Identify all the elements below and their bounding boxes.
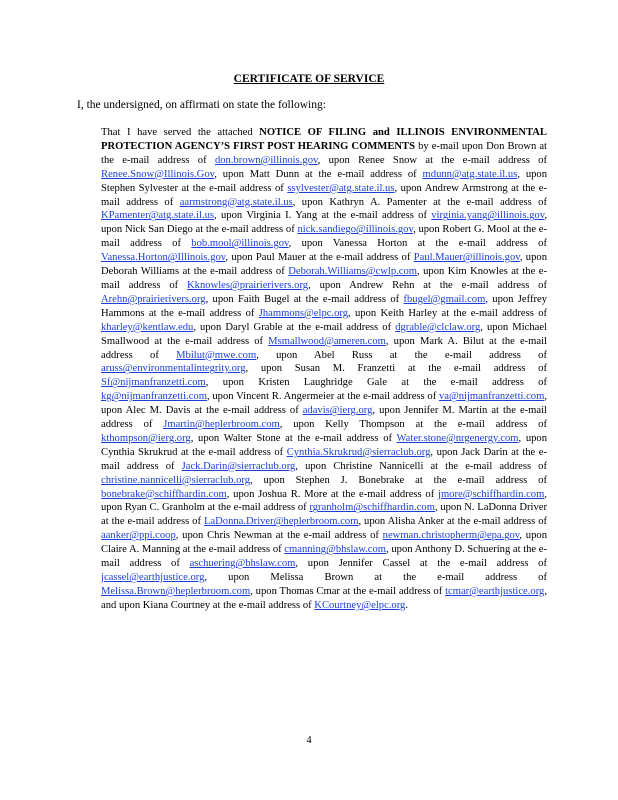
service-paragraph <box>101 126 547 613</box>
email-phrase: at the e-mail address of <box>101 182 547 208</box>
recipient-name: Abel Russ <box>314 349 373 361</box>
recipient-email-link[interactable]: aruss@environmentalintegrity.org <box>101 363 246 375</box>
separator-text: , upon <box>434 502 465 514</box>
recipient-name: Michael Smallwood <box>101 321 548 347</box>
separator-text: , upon <box>518 432 548 444</box>
separator-text: , upon <box>430 446 462 458</box>
recipient-name: Virginia I. Yang <box>246 210 318 222</box>
email-phrase: at the e-mail address of <box>282 321 396 333</box>
recipient-email-link[interactable]: ssylvester@atg.state.il.us <box>287 182 395 194</box>
recipient-name: Don Brown <box>486 140 537 152</box>
separator-text: , upon <box>358 516 388 528</box>
recipient-name: Claire A. Manning <box>101 544 181 556</box>
recipient-email-link[interactable]: aschuering@bhslaw.com <box>189 558 296 570</box>
recipient-name: Keith Harley <box>380 307 438 319</box>
recipient-name: Anthony D. Schuering <box>414 544 511 556</box>
separator-text: , upon <box>480 321 513 333</box>
lead-text-2: by e-mail upon <box>415 140 487 152</box>
recipient-name: Melissa Brown <box>270 572 354 583</box>
recipient-name: Christine Nannicelli <box>333 460 424 472</box>
recipient-email-link[interactable]: bonebrake@schiffhardin.com <box>101 488 227 500</box>
recipient-name: Susan M. Franzetti <box>294 363 396 375</box>
separator-text: , upon <box>385 335 420 347</box>
recipient-email-link[interactable]: fbugel@gmail.com <box>403 293 486 305</box>
separator-text: , upon <box>317 154 359 166</box>
lead-text: That I have served the attached <box>101 127 260 138</box>
email-phrase: at the e-mail address of <box>407 238 548 250</box>
email-phrase: at the e-mail address of <box>395 363 548 375</box>
recipient-email-link[interactable]: KCourtney@elpc.org <box>314 599 406 611</box>
separator-text: , upon <box>101 210 547 236</box>
email-phrase: at the e-mail address of <box>192 224 298 236</box>
email-phrase: at the e-mail address of <box>144 307 259 319</box>
recipient-name: Renee Snow <box>358 154 418 166</box>
recipient-name: Joshua R. More <box>258 488 328 500</box>
recipient-email-link[interactable]: dgrable@clclaw.org <box>395 321 481 333</box>
email-phrase: at the e-mail address of <box>404 419 548 431</box>
email-phrase: at the e-mail address of <box>437 307 548 319</box>
recipient-name: Kristen Laughridge Gale <box>258 377 388 389</box>
separator-text: , upon <box>386 544 415 556</box>
separator-text: , upon <box>288 238 333 250</box>
recipient-name: Faith Bugel <box>238 293 290 305</box>
recipient-name: Jeffrey Hammons <box>101 293 547 319</box>
separator-text: , upon <box>214 168 250 180</box>
recipient-name: Robert G. Mool <box>442 224 510 236</box>
separator-text: , upon <box>101 488 548 514</box>
email-phrase: at the e-mail address of <box>101 405 548 431</box>
recipient-email-link[interactable]: Renee.Snow@Illinois.Gov <box>101 168 215 180</box>
separator-text: , upon <box>204 572 271 583</box>
separator-text: , upon <box>485 293 518 305</box>
separator-text: , upon <box>256 349 314 361</box>
email-phrase: at the e-mail address of <box>179 266 289 278</box>
email-phrase: at the e-mail address of <box>101 516 204 528</box>
separator-text: , upon <box>519 530 547 542</box>
email-phrase: at the e-mail address of <box>101 140 547 166</box>
recipient-name: Kelly Thompson <box>325 419 405 431</box>
recipient-email-link[interactable]: Jmartin@heplerbroom.com <box>163 419 280 431</box>
recipient-name: Andrew Rehn <box>349 279 415 291</box>
separator-text: , upon <box>417 266 448 278</box>
recipient-email-link[interactable]: virginia.yang@illinois.gov <box>431 210 545 222</box>
certificate-title: CERTIFICATE OF SERVICE <box>233 73 385 85</box>
recipient-name: Alec M. Davis <box>125 405 191 417</box>
recipient-email-link[interactable]: kg@nijmanfranzetti.com <box>101 391 207 403</box>
separator-text: , upon <box>394 182 425 194</box>
recipient-email-link[interactable]: rgranholm@schiffhardin.com <box>309 502 435 514</box>
recipient-email-link[interactable]: don.brown@illinois.gov <box>214 154 318 166</box>
recipient-email-link[interactable]: LaDonna.Driver@heplerbroom.com <box>203 516 359 528</box>
email-phrase: at the e-mail address of <box>190 405 303 417</box>
email-phrase: at the e-mail address of <box>289 293 404 305</box>
recipient-name: Mark A. Bilut <box>419 335 485 347</box>
recipient-name: Kim Knowles <box>447 266 508 278</box>
separator-text: , upon <box>175 530 208 542</box>
recipient-email-link[interactable]: cmanning@bhslaw.com <box>284 544 387 556</box>
separator-text: , upon <box>245 363 295 375</box>
email-phrase: at the e-mail address of <box>178 182 288 194</box>
separator-text: , upon <box>372 405 405 417</box>
recipient-name: Stephen Sylvester <box>101 182 179 194</box>
separator-text: , upon <box>348 307 381 319</box>
separator-text: , upon <box>205 293 239 305</box>
separator-text: , upon <box>190 432 224 444</box>
email-phrase: at the e-mail address of <box>414 279 548 291</box>
email-phrase: at the e-mail address of <box>353 572 547 583</box>
separator-text: , and upon <box>101 585 547 611</box>
recipient-email-link[interactable]: va@nijmanfranzetti.com <box>438 391 545 403</box>
recipient-name: Andrew Armstrong <box>424 182 508 194</box>
email-phrase: at the e-mail address of <box>101 446 547 472</box>
email-phrase: at the e-mail address of <box>101 224 548 250</box>
email-phrase: at the e-mail address of <box>339 585 446 597</box>
closing-period: . <box>405 599 409 611</box>
separator-text: , upon <box>295 460 334 472</box>
recipient-name: Vincent R. Angermeier <box>236 391 335 403</box>
recipient-list <box>101 141 547 611</box>
recipient-email-link[interactable]: christine.nannicelli@sierraclub.org <box>101 474 250 486</box>
recipient-name: Nick San Diego <box>124 224 193 236</box>
separator-text: , upon <box>225 252 256 264</box>
recipient-email-link[interactable]: tcmar@earthjustice.org <box>445 585 545 597</box>
email-phrase: at the e-mail address of <box>180 544 285 556</box>
recipient-email-link[interactable]: Paul.Mauer@illinois.gov <box>413 252 520 264</box>
recipient-name: N. LaDonna Driver <box>464 502 547 514</box>
recipient-email-link[interactable]: Sf@nijmanfranzetti.com <box>101 377 206 389</box>
email-phrase: at the e-mail address of <box>426 196 548 208</box>
separator-text: , upon <box>519 252 547 264</box>
page-number: 4 <box>306 735 312 746</box>
recipient-email-link[interactable]: KPamenter@atg.state.il.us <box>101 210 215 222</box>
recipient-name: Jennifer Cassel <box>338 558 411 570</box>
email-phrase: at the e-mail address of <box>272 530 383 542</box>
recipient-name: Jennifer M. Martin <box>404 405 488 417</box>
recipient-name: Thomas Cmar <box>279 585 340 597</box>
recipient-email-link[interactable]: Water.stone@nrgenergy.com <box>396 432 519 444</box>
recipient-email-link[interactable]: aarmstrong@atg.state.il.us <box>179 196 293 208</box>
recipient-email-link[interactable]: Arehn@prairierivers.org <box>101 293 206 305</box>
separator-text: , upon <box>193 321 226 333</box>
recipient-email-link[interactable]: aanker@ppi.coop <box>101 530 176 542</box>
recipient-email-link[interactable]: bob.mool@illinois.gov <box>191 238 289 250</box>
recipient-email-link[interactable]: Jhammons@elpc.org <box>258 307 349 319</box>
separator-text: , upon <box>517 168 548 180</box>
recipient-name: Alisha Anker <box>387 516 445 528</box>
served-document-title: NOTICE OF FILING and ILLINOIS ENVIRONMENTAL PROTECTION AGENCY’S FIRST POST HEARING COMMENTS <box>101 127 547 152</box>
email-phrase: at the e-mail address of <box>210 599 315 611</box>
recipient-email-link[interactable]: jmore@schiffhardin.com <box>438 488 545 500</box>
email-phrase: at the e-mail address of <box>299 168 423 180</box>
recipient-name: Kathryn A. Pamenter <box>329 196 427 208</box>
recipient-email-link[interactable]: adavis@ierg.org <box>302 405 373 417</box>
recipient-name: Paul Mauer <box>255 252 306 264</box>
email-phrase: at the e-mail address of <box>149 335 269 347</box>
recipient-email-link[interactable]: Mbilut@mwe.com <box>176 349 257 361</box>
recipient-email-link[interactable]: nick.sandiego@illinois.gov <box>297 224 414 236</box>
recipient-name: Stephen J. Bonebrake <box>295 474 405 486</box>
recipient-name: Ryan C. Granholm <box>124 502 205 514</box>
email-phrase: at the e-mail address of <box>404 474 547 486</box>
separator-text: , upon <box>413 224 443 236</box>
email-phrase: at the e-mail address of <box>177 446 287 458</box>
recipient-name: Daryl Grable <box>225 321 283 333</box>
recipient-name: Cynthia Skrukrud <box>101 446 178 458</box>
separator-text: , upon <box>308 279 350 291</box>
recipient-email-link[interactable]: mdunn@atg.state.il.us <box>422 168 518 180</box>
separator-text: , upon <box>214 210 247 222</box>
email-phrase: at the e-mail address of <box>101 544 548 570</box>
recipient-name: Vanessa Horton <box>332 238 408 250</box>
recipient-email-link[interactable]: jcassel@earthjustice.org <box>101 572 205 583</box>
email-phrase: at the e-mail address of <box>305 252 414 264</box>
recipient-name: Chris Newman <box>207 530 273 542</box>
email-phrase: at the e-mail address of <box>334 391 439 403</box>
recipient-name: Kiana Courtney <box>142 599 211 611</box>
email-phrase: at the e-mail address of <box>417 154 547 166</box>
recipient-email-link[interactable]: Kknowles@prairierivers.org <box>187 279 309 291</box>
email-phrase: at the e-mail address of <box>372 349 547 361</box>
recipient-email-link[interactable]: newman.christopherm@epa.gov <box>382 530 520 542</box>
separator-text: , upon <box>292 196 330 208</box>
email-phrase: at the e-mail address of <box>327 488 438 500</box>
email-phrase: at the e-mail address of <box>101 266 547 291</box>
recipient-name: Matt Dunn <box>249 168 300 180</box>
recipient-name: Walter Stone <box>223 432 281 444</box>
email-phrase: at the e-mail address of <box>444 516 548 528</box>
recipient-email-link[interactable]: Msmallwood@ameren.com <box>268 335 386 347</box>
recipient-email-link[interactable]: Melissa.Brown@heplerbroom.com <box>101 585 251 597</box>
email-phrase: at the e-mail address of <box>280 432 397 444</box>
email-phrase: at the e-mail address of <box>423 460 547 472</box>
separator-text: , upon <box>250 585 280 597</box>
email-phrase: at the e-mail address of <box>387 377 548 389</box>
separator-text: , upon <box>226 488 259 500</box>
separator-text: , upon <box>205 377 259 389</box>
recipient-email-link[interactable]: Deborah.Williams@cwlp.com <box>288 266 418 278</box>
recipient-email-link[interactable]: Vanessa.Horton@Illinois.gov <box>101 252 226 264</box>
intro-statement: I, the undersigned, on affirmati on state the following: <box>77 99 326 111</box>
recipient-email-link[interactable]: kthompson@ierg.org <box>101 432 191 444</box>
email-phrase: at the e-mail address of <box>317 210 432 222</box>
email-phrase: at the e-mail address of <box>204 502 310 514</box>
recipient-name: Deborah Williams <box>101 266 180 278</box>
recipient-name: Jack Darin <box>461 446 508 458</box>
separator-text: , upon <box>279 419 326 431</box>
email-phrase: at the e-mail address of <box>410 558 547 570</box>
separator-text: , upon <box>250 474 296 486</box>
separator-text: , upon <box>206 391 237 403</box>
email-phrase: at the e-mail address of <box>101 335 548 361</box>
recipient-email-link[interactable]: Jack.Darin@sierraclub.org <box>181 460 296 472</box>
recipient-email-link[interactable]: Cynthia.Skrukrud@sierraclub.org <box>286 446 431 458</box>
separator-text: , upon <box>295 558 339 570</box>
separator-text: , upon <box>101 391 547 417</box>
recipient-email-link[interactable]: kharley@kentlaw.edu <box>101 321 194 333</box>
